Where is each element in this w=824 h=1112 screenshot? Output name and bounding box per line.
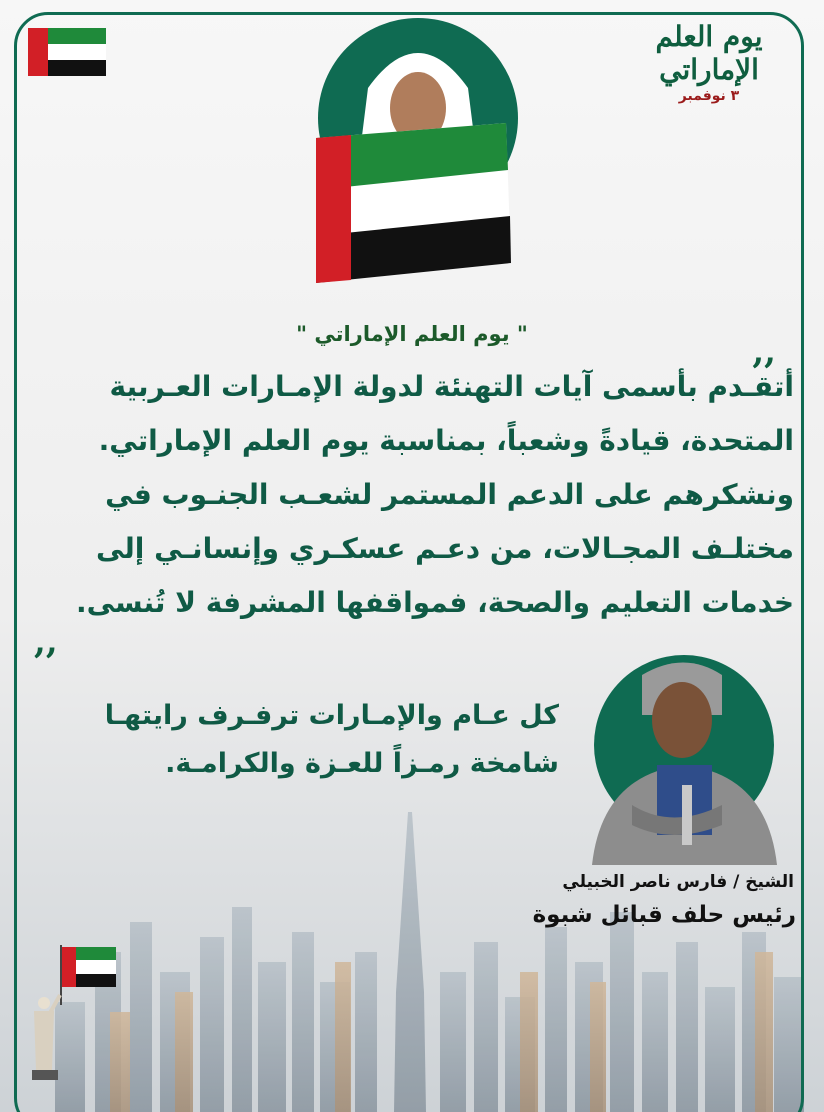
congratulation-message [24, 360, 794, 630]
message-line: ونشكرهم على الدعم المستمر لشعـب الجنـوب في [105, 478, 794, 511]
flag-day-logo [624, 20, 794, 104]
sheikh-portrait-image [572, 655, 794, 865]
man-waving-flag-graphic [22, 945, 122, 1085]
sheikh-name: الشيخ / فارس ناصر الخبيلي [562, 872, 794, 892]
logo-title: يوم العلم الإماراتي [655, 20, 763, 86]
message-line: مختلـف المجـالات، من دعـم عسكـري وإنسانـي إلى [95, 532, 794, 565]
logo-date: ٣ نوفمبر [678, 88, 740, 104]
opening-quote-mark: ,, [752, 332, 776, 372]
closing-quote-mark: ,, [34, 622, 58, 662]
wish-line: كل عـام والإمـارات ترفـرف رايتهـا [104, 700, 559, 731]
message-line: المتحدة، قيادةً وشعباً، بمناسبة يوم العلم الإماراتي. [98, 424, 794, 457]
wish-line: شامخة رمـزاً للعـزة والكرامـة. [165, 748, 559, 779]
uae-flag-icon [28, 28, 106, 76]
leader-portrait-image [306, 18, 526, 288]
sheikh-title: رئيس حلف قبائل شبوة [532, 902, 796, 928]
wish-message [99, 692, 559, 788]
message-line: أتقـدم بأسمى آيات التهنئة لدولة الإمـارات العـربية [109, 370, 794, 403]
message-line: خدمات التعليم والصحة، فمواقفها المشرفة لا تُنسى. [76, 586, 794, 619]
poster-subtitle: " يوم العلم الإماراتي " [296, 322, 528, 346]
